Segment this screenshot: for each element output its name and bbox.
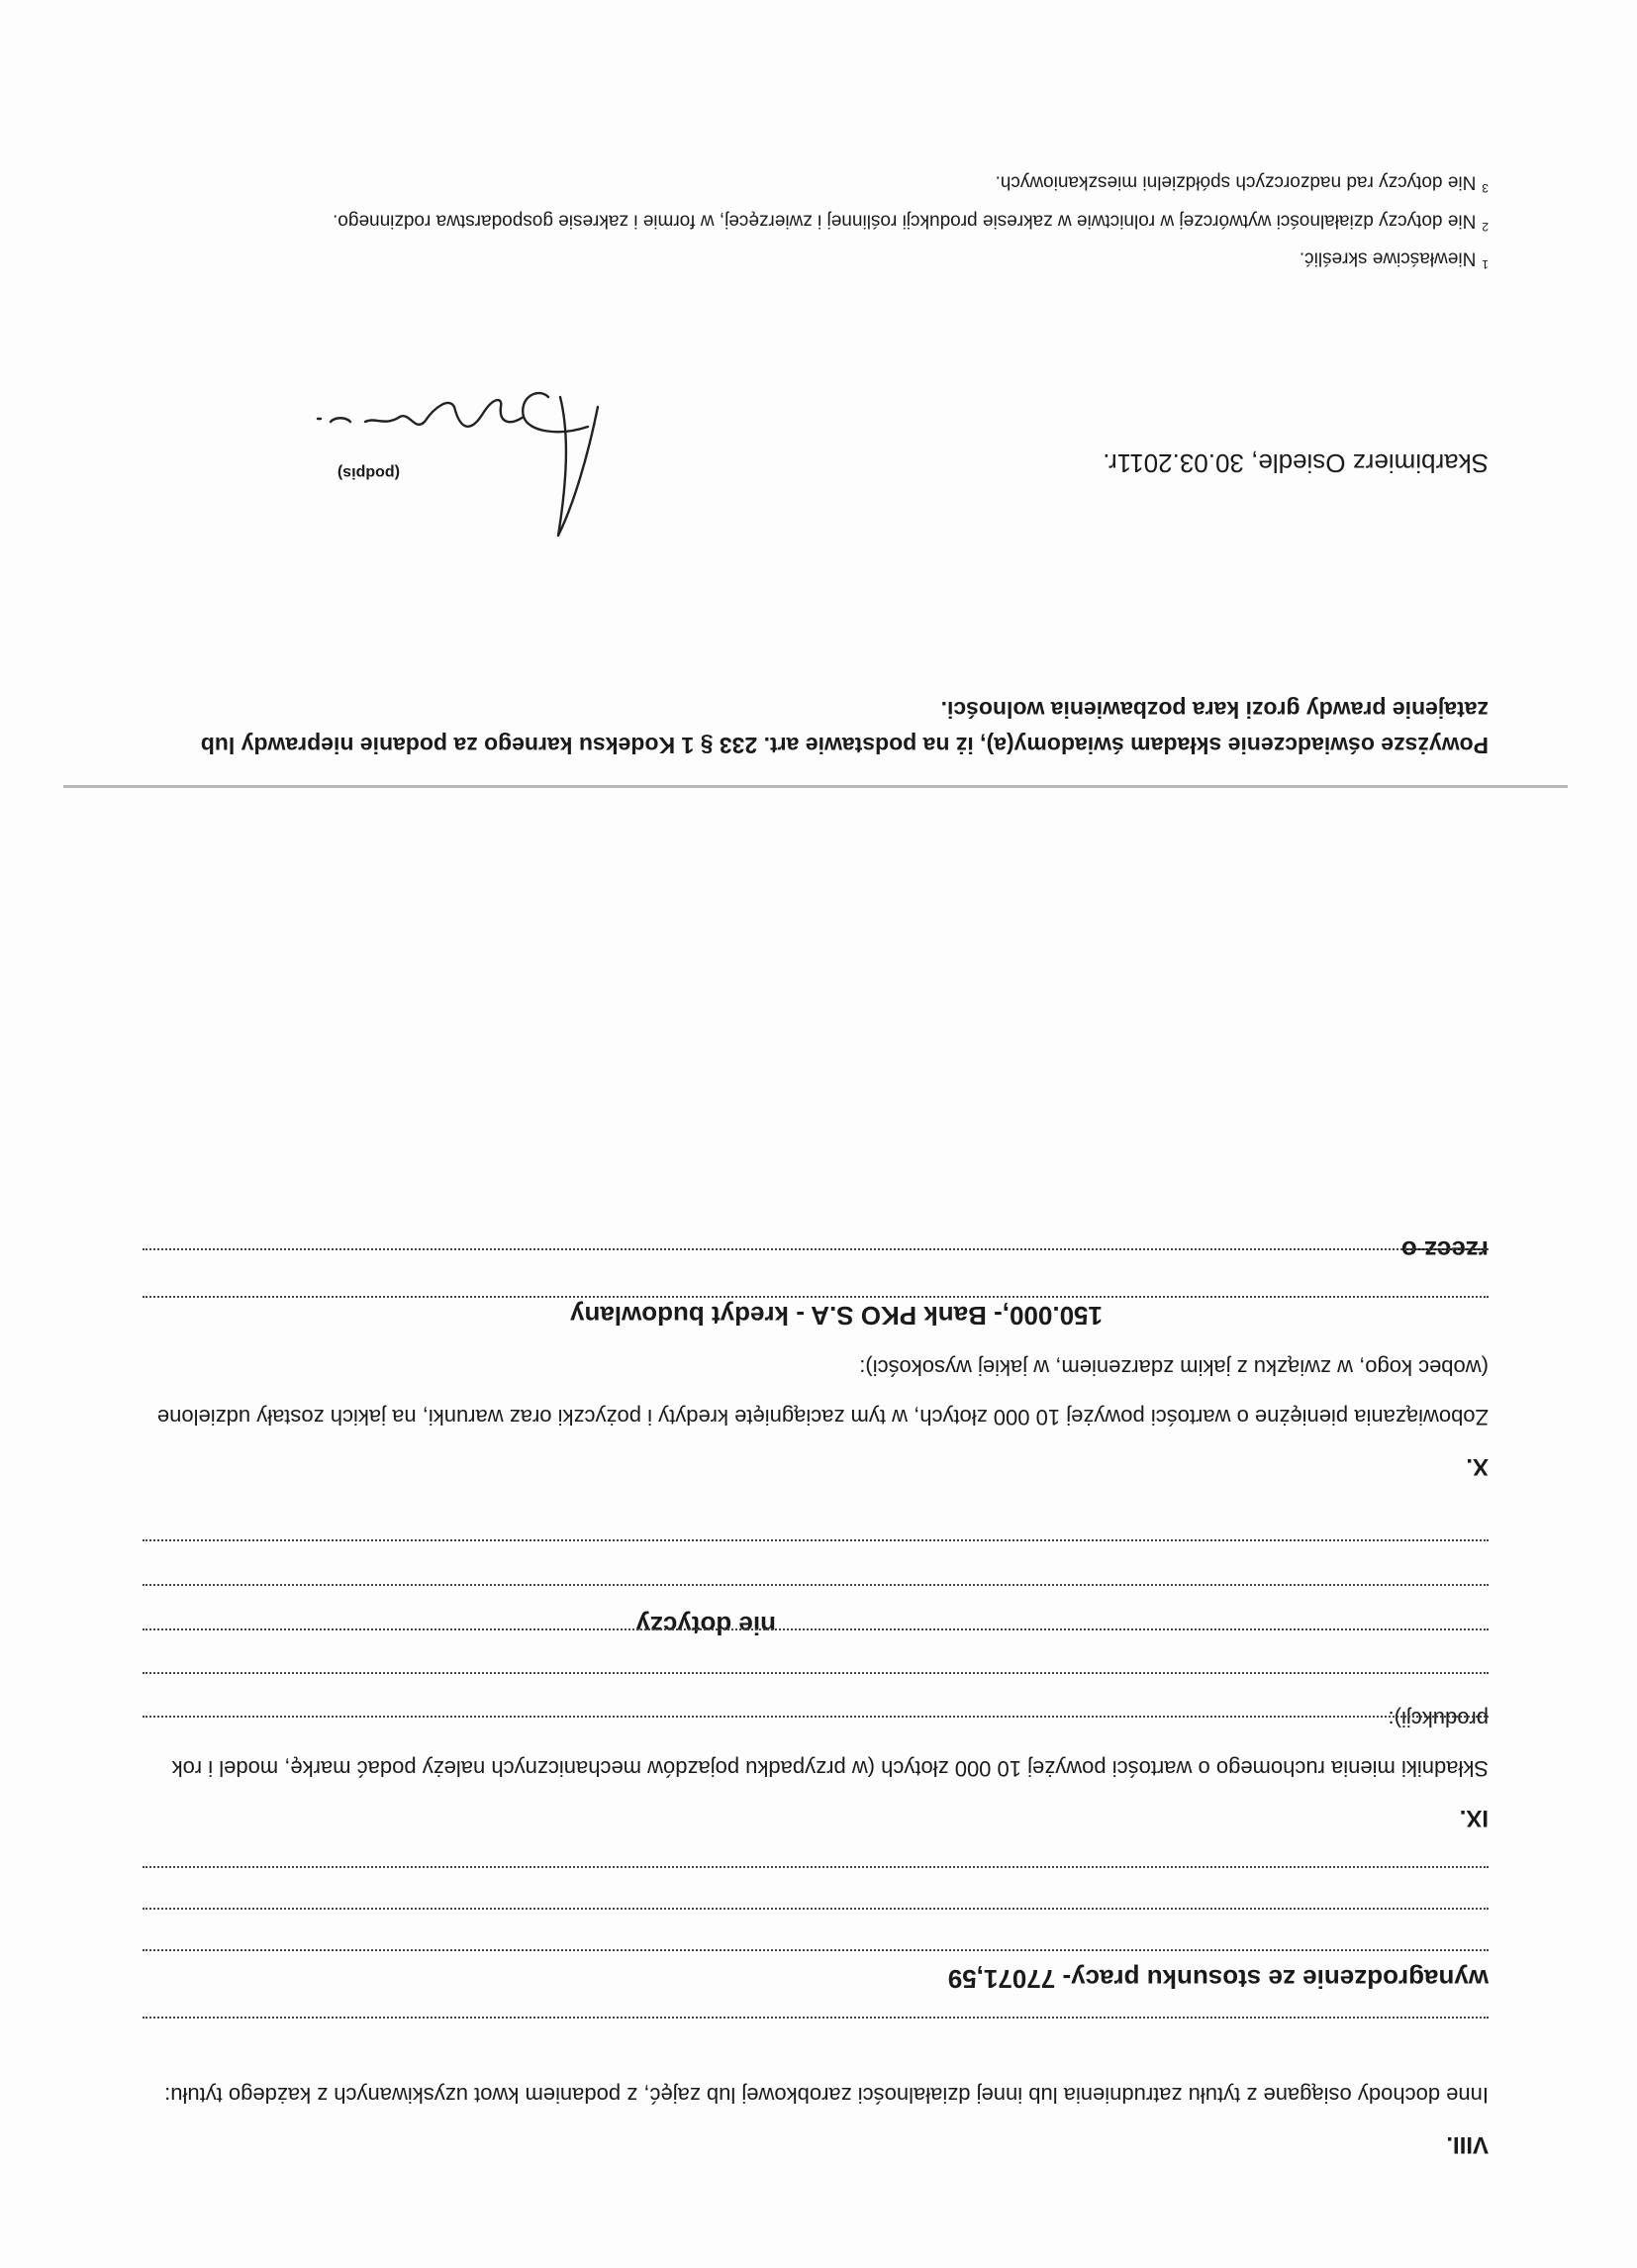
footnote-text: Niewłaściwe skreślić. — [1299, 247, 1477, 269]
section-viii-answer: wynagrodzenie ze stosunku pracy- 77071,59 — [947, 1964, 1489, 1994]
signature-label: (podpis) — [337, 464, 400, 481]
document-body — [143, 0, 1489, 2268]
section-x-struck-text: rzecz o — [1400, 1235, 1489, 1265]
answer-line — [143, 1908, 1489, 1910]
place-date: Skarbimierz Osiedle, 30.03.2011r. — [1103, 448, 1489, 478]
answer-line — [143, 1628, 1489, 1630]
section-ix-text: Składniki mienia ruchomego o wartości powyżej 10 000 złotych (w przypadku pojazdów mechanicznych należy podać markę, model i rok produkcji): — [171, 1707, 1489, 1781]
answer-line — [143, 1584, 1489, 1586]
footnote-text: Nie dotyczy rad nadzorczych spółdzielni mieszkaniowych. — [995, 172, 1477, 194]
footnote-text: Nie dotyczy działalności wytwórczej w rolnictwie w zakresie produkcji roślinnej i zwierzęcej, w formie i zakresie gospodarstwa rodzinnego. — [333, 210, 1477, 232]
footnote-mark: 2 — [1482, 219, 1489, 234]
answer-line — [143, 1866, 1489, 1868]
handwritten-signature — [291, 347, 618, 545]
answer-line — [143, 1539, 1489, 1541]
answer-line — [143, 1672, 1489, 1674]
section-viii-numeral: VIII. — [1446, 2131, 1489, 2158]
footnote-mark: 3 — [1482, 181, 1489, 196]
section-x-numeral: X. — [1466, 1453, 1489, 1480]
answer-line — [143, 1248, 1489, 1250]
footnote-mark: 1 — [1482, 257, 1489, 271]
footnote — [143, 168, 1489, 202]
separator-rule — [63, 785, 1568, 788]
answer-line — [143, 2017, 1489, 2019]
answer-line — [143, 1716, 1489, 1718]
declaration: Powyższe oświadczenie składam świadomy(a), iż na podstawie art. 233 § 1 Kodeksu karnego za podanie nieprawdy lub zatajenie prawdy grozi kara pozbawienia wolności. — [200, 697, 1489, 758]
section-viii-text: Inne dochody osiągane z tytułu zatrudnienia lub innej działalności zarobkowej lub zajęć, z podaniem kwot uzyskiwanych z każdego tytułu: — [164, 2083, 1489, 2108]
answer-line — [143, 1949, 1489, 1951]
section-x — [143, 1342, 1489, 1491]
footnote — [143, 206, 1489, 240]
section-viii — [143, 2070, 1489, 2169]
answer-line — [143, 1296, 1489, 1298]
section-x-answer: 150.000,- Bank PKO S.A - kredyt budowlany — [570, 1301, 1103, 1331]
section-ix-answer: nie dotyczy — [635, 1611, 776, 1640]
footnotes — [143, 164, 1489, 278]
section-x-text: Zobowiązania pieniężne o wartości powyżej 10 000 złotych, w tym zaciągnięte kredyty i pożyczki oraz warunki, na jakich zostały udzielone (wobec kogo, w związku z jakim zdarzeniem, w jakiej wysokości): — [156, 1355, 1489, 1430]
section-ix-numeral: IX. — [1459, 1805, 1489, 1831]
footnote — [143, 245, 1489, 278]
